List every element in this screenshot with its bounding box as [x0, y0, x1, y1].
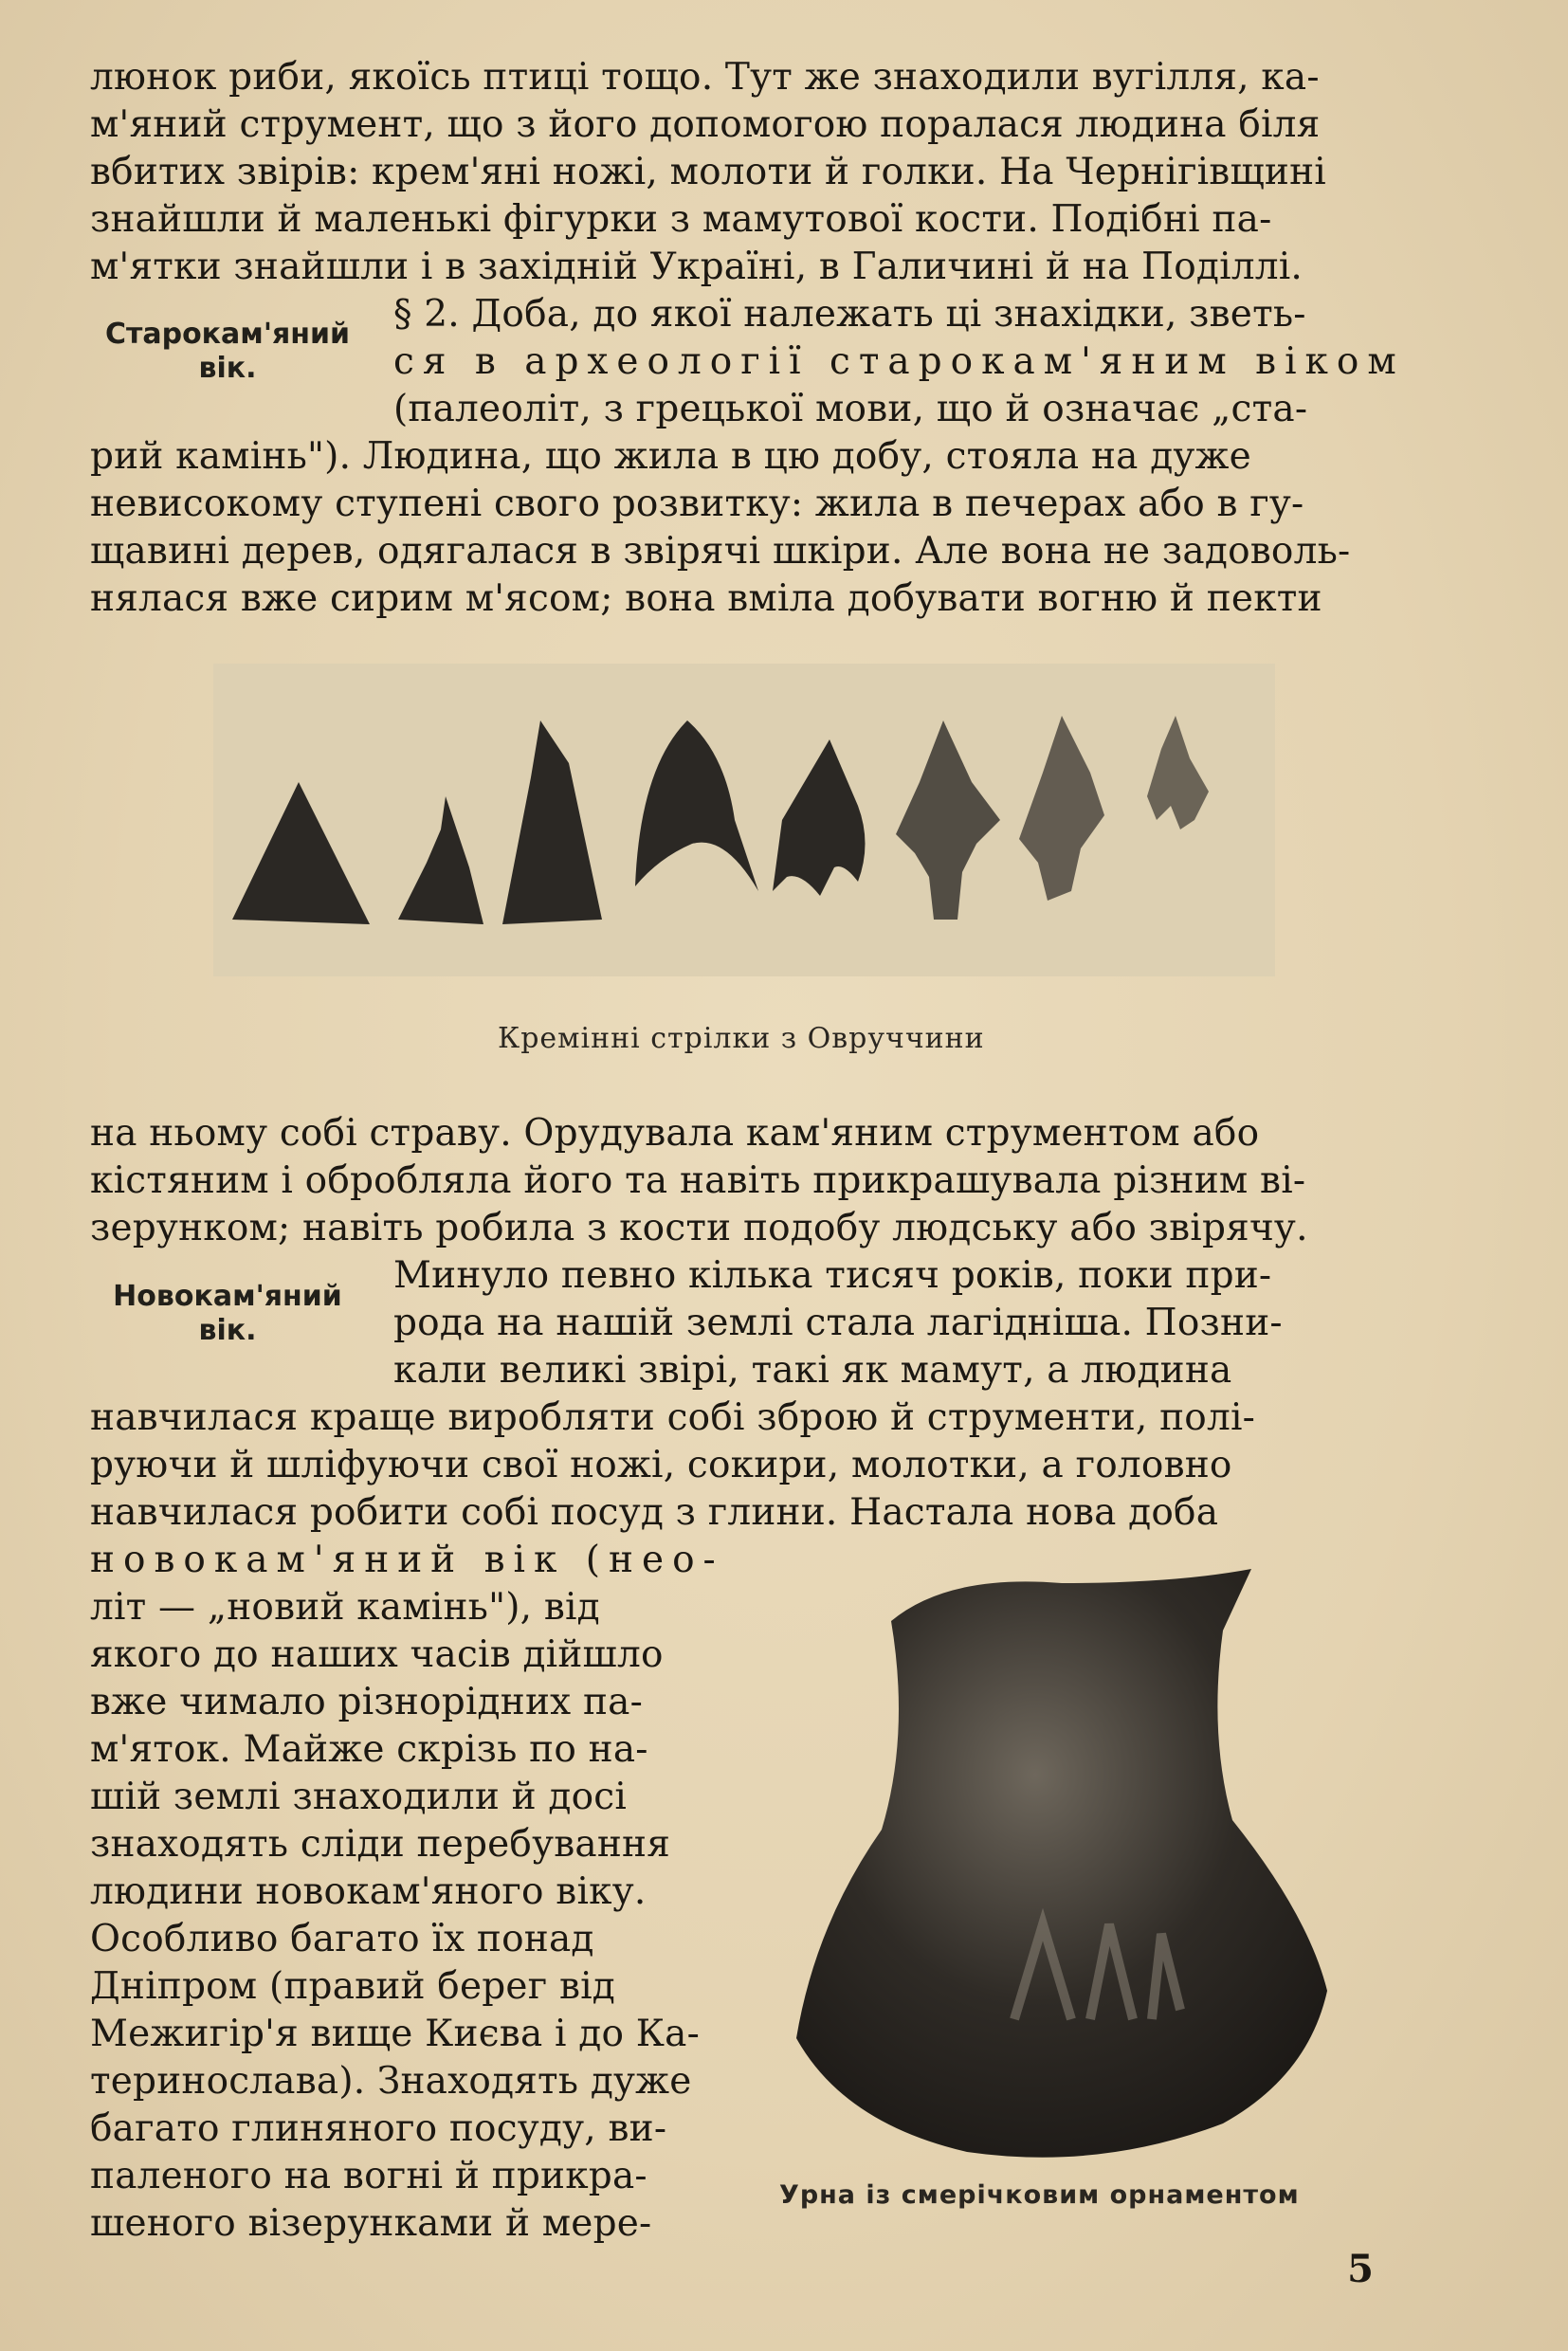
text-line: паленого на вогні й прикра-	[90, 2155, 647, 2197]
margin-note-neolithic: Новокам'яний вік.	[113, 1280, 342, 1347]
text-line: шій землі знаходили й досі	[90, 1776, 628, 1818]
figure2-caption: Урна із смерічковим орнаментом	[779, 2180, 1300, 2210]
text-line: знаходять сліди перебування	[90, 1823, 671, 1866]
text-line: м'ятки знайшли і в західній Україні, в Галичині й на Поділлі.	[90, 246, 1303, 288]
text-line: люнок риби, якоїсь птиці тощо. Тут же знаходили вугілля, ка-	[90, 56, 1320, 99]
text-line: зерунком; навіть робила з кости подобу людську або звірячу.	[90, 1207, 1308, 1249]
text-line: рода на нашій землі стала лагідніша. Позни-	[393, 1302, 1283, 1344]
text-line: людини новокам'яного віку.	[90, 1870, 647, 1913]
figure1-caption: Кремінні стрілки з Овруччини	[498, 1022, 985, 1055]
text-line: щавині дерев, одягалася в звірячі шкіри. Але вона не задоволь-	[90, 530, 1351, 573]
text-line: на ньому собі страву. Орудувала кам'яним струментом або	[90, 1112, 1260, 1155]
text-line: шеного візерунками й мере-	[90, 2202, 652, 2245]
text-line: кали великі звірі, такі як мамут, а людина	[393, 1349, 1232, 1392]
text-line: вбитих звірів: крем'яні ножі, молоти й голки. На Чернігівщині	[90, 151, 1326, 193]
text-line: вже чимало різнорідних па-	[90, 1681, 643, 1723]
text-line: Дніпром (правий берег від	[90, 1965, 615, 2008]
text-line: Минуло певно кілька тисяч років, поки при-	[393, 1254, 1272, 1297]
flint-arrowheads-figure	[213, 664, 1275, 976]
text-line: рий камінь"). Людина, що жила в цю добу, стояла на дуже	[90, 435, 1251, 478]
text-line: теринослава). Знаходять дуже	[90, 2060, 692, 2103]
text-line: нялася вже сирим м'ясом; вона вміла добувати вогню й пекти	[90, 577, 1322, 620]
text-line: Межигір'я вище Києва і до Ка-	[90, 2013, 700, 2055]
text-line: якого до наших часів дійшло	[90, 1633, 664, 1676]
text-line: знайшли й маленькі фігурки з мамутової кости. Подібні па-	[90, 198, 1272, 241]
text-line: невисокому ступені свого розвитку: жила в печерах або в гу-	[90, 483, 1304, 525]
text-line: навчилася робити собі посуд з глини. Настала нова доба	[90, 1491, 1219, 1534]
urn-body	[796, 1569, 1327, 2158]
text-line: ся в археології старокам'яним віком	[393, 340, 1405, 383]
text-line: руючи й шліфуючи свої ножі, сокири, молотки, а головно	[90, 1444, 1232, 1486]
urn-figure	[777, 1545, 1403, 2209]
text-line: новокам'яний вік (нео-	[90, 1539, 724, 1581]
text-line: § 2. Доба, до якої належать ці знахідки, зветь-	[393, 293, 1306, 336]
text-line: літ — „новий камінь"), від	[90, 1586, 600, 1629]
margin-note-paleolithic: Старокам'яний вік.	[104, 318, 351, 385]
text-line: м'яток. Майже скрізь по на-	[90, 1728, 648, 1771]
text-line: навчилася краще виробляти собі зброю й струменти, полі-	[90, 1396, 1256, 1439]
text-line: Особливо багато їх понад	[90, 1918, 594, 1960]
text-line: багато глиняного посуду, ви-	[90, 2107, 667, 2150]
text-line: м'яний струмент, що з його допомогою поралася людина біля	[90, 103, 1321, 146]
text-line: кістяним і обробляла його та навіть прикрашувала різним ві-	[90, 1159, 1306, 1202]
text-line: (палеоліт, з грецької мови, що й означає „ста-	[393, 388, 1308, 430]
page-number: 5	[1347, 2247, 1374, 2291]
